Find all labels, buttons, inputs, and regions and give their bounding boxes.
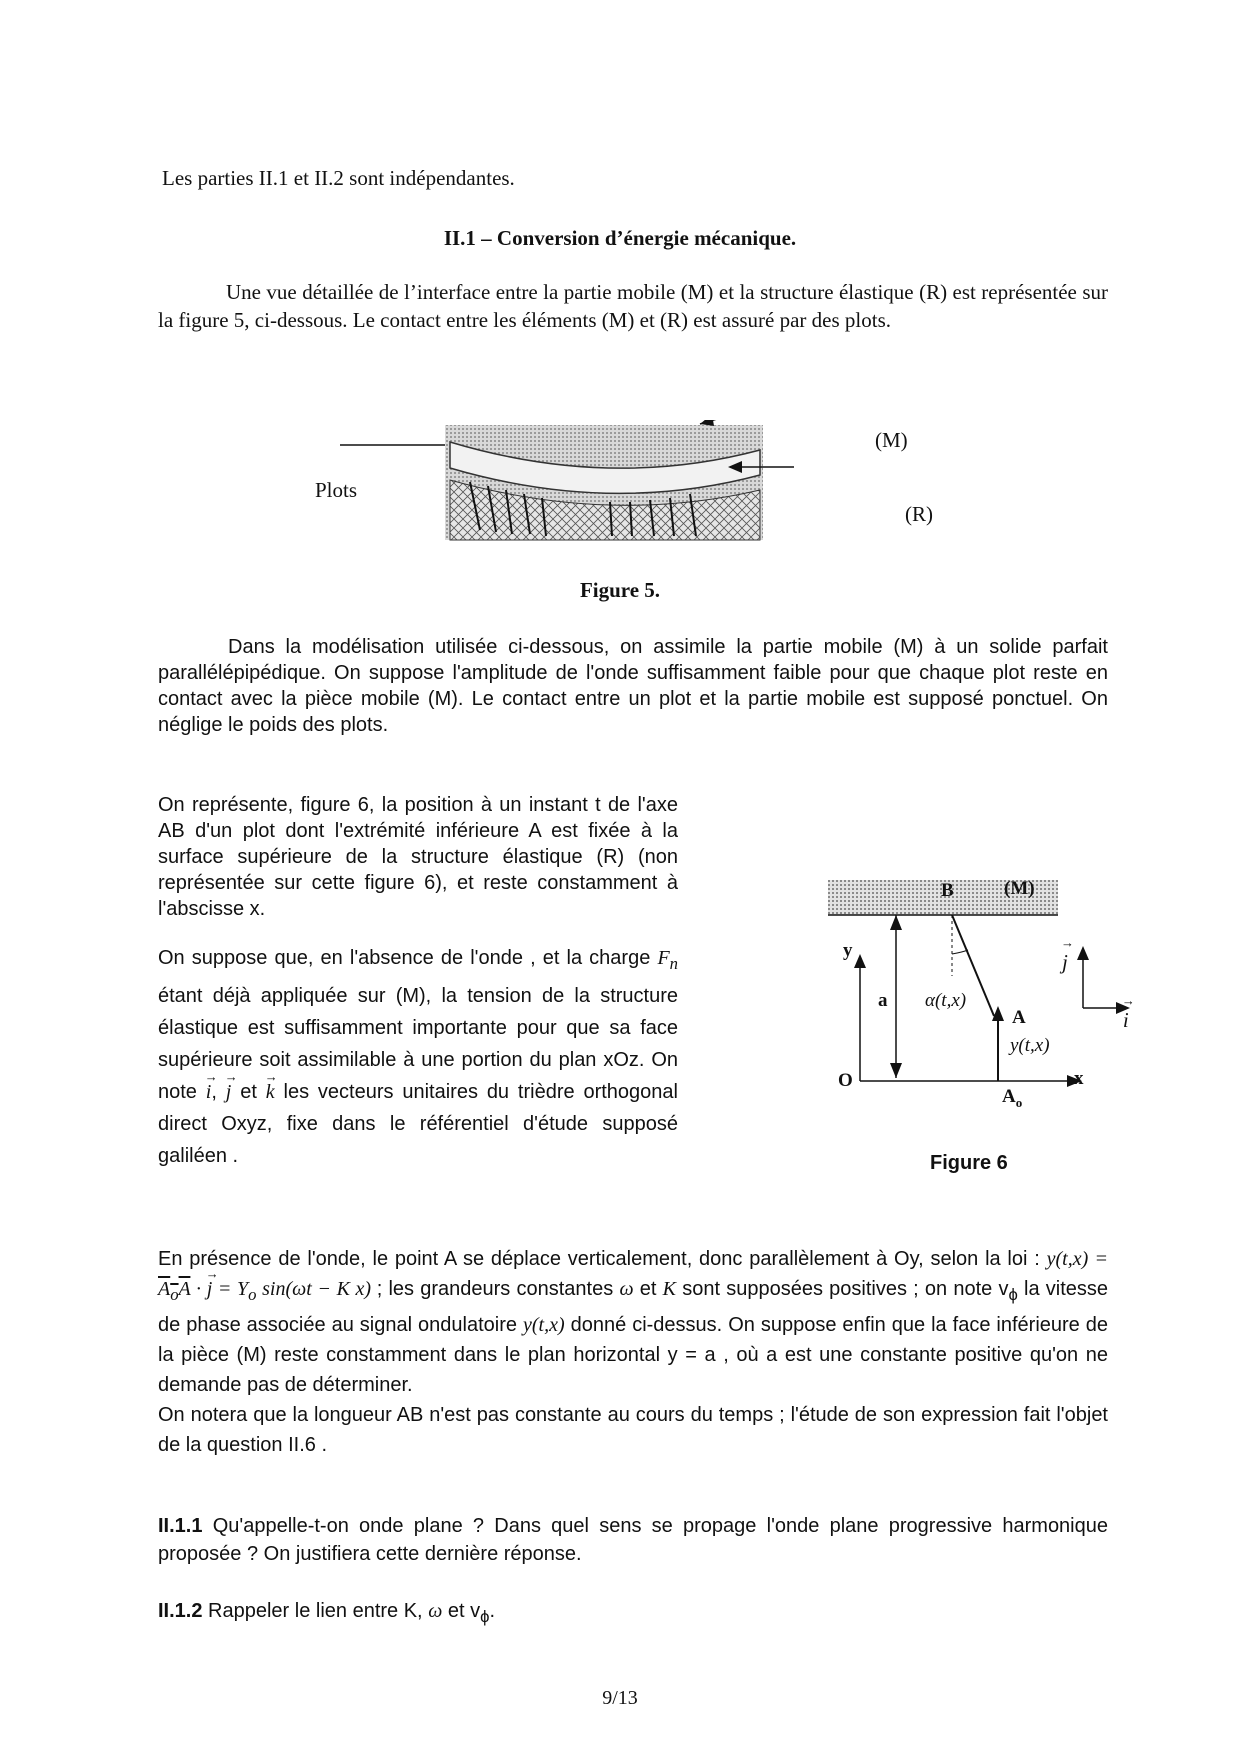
fig6-label-a-length: a (878, 990, 888, 1011)
eq-dot: · (196, 1278, 202, 1300)
question-ii-1-2-phi: ϕ (480, 1607, 490, 1626)
axis-y-arrow-icon (854, 954, 866, 968)
height-a-top-arrow-icon (890, 915, 902, 930)
fig6-label-a0 (1002, 1086, 1022, 1111)
question-ii-1-2-et: et v (447, 1600, 481, 1622)
hyp-text-2: étant déjà appliquée sur (M), la tension de la structure élastique est suffisamment importante pour que sa face supérieure soit assimilable à une portion du plan xOz. On note (158, 985, 678, 1103)
figure-5-image (310, 420, 960, 570)
eq-sine: sin(ωt − K x) (262, 1278, 372, 1300)
fig6-label-b: B (941, 880, 954, 901)
question-ii-1-1-number: II.1.1 (158, 1515, 203, 1537)
eq-vector-a0a (158, 1278, 191, 1304)
eq-lhs: y(t,x) = (1046, 1248, 1108, 1270)
vector-k: → k (266, 1076, 275, 1108)
fig6-label-y: y (843, 940, 853, 961)
figure-6-diagram (820, 868, 1170, 1118)
fig6-label-vector-j: → j (1062, 950, 1068, 975)
charge-fn (657, 947, 678, 973)
onde-text-6: On notera que la longueur AB n'est pas constante au cours du temps ; l'étude de son expression fait l'objet de la question II.6 . (158, 1404, 1108, 1456)
paragraph-hypotheses (158, 942, 678, 1172)
section-title: II.1 – Conversion d’énergie mécanique. (443, 226, 797, 250)
onde-et: et (639, 1278, 657, 1300)
eq-amplitude-sub: o (248, 1285, 257, 1304)
paragraph-interface (158, 278, 1108, 334)
figure-5-label-plots: Plots (315, 478, 358, 502)
question-ii-1-1 (158, 1512, 1108, 1568)
fig6-label-ytx: y(t,x) (1010, 1035, 1050, 1056)
angle-arc (952, 950, 968, 954)
eq-vec-a0-sub: o (170, 1285, 179, 1304)
symbol-omega: ω (619, 1278, 634, 1300)
figure-5-label-m: (M) (875, 428, 908, 452)
onde-text-4: la vitesse de phase associée au signal ondulatoire (158, 1278, 1109, 1336)
question-ii-1-2-omega: ω (428, 1600, 443, 1622)
symbol-phi: ϕ (1008, 1285, 1018, 1304)
question-ii-1-2 (158, 1600, 1108, 1627)
fig6-label-alpha: α(t,x) (925, 990, 967, 1011)
eq-vec-a: A (178, 1278, 191, 1300)
symbol-k: K (662, 1278, 676, 1300)
onde-text-5: donné ci-dessus. On suppose enfin que la face inférieure de la pièce (M) reste constamment dans le plan horizontal y = a , où a est une constante positive qu'on ne demande pas de déterminer. (158, 1314, 1109, 1396)
intro-line: Les parties II.1 et II.2 sont indépendantes. (162, 166, 515, 190)
paragraph-interface-text: Une vue détaillée de l’interface entre la partie mobile (M) et la structure élastique (R) est représentée sur la figure 5, ci-dessous. Le contact entre les éléments (M) et (R) est assuré par des plots. (158, 280, 1108, 332)
charge-fn-sub: n (669, 954, 678, 973)
eq-amplitude (237, 1278, 257, 1304)
eq-equals: = (217, 1278, 232, 1300)
fig6-label-vector-i: → i (1123, 1008, 1129, 1033)
hyp-text-3: les vecteurs unitaires du trièdre orthogonal direct Oxyz, fixe dans le référentiel d'étude supposé galiléen . (158, 1081, 678, 1167)
figure-6-caption: Figure 6 (930, 1152, 1008, 1174)
fig6-label-o: O (838, 1070, 853, 1091)
question-ii-1-2-end: . (489, 1600, 496, 1622)
paragraph-onde (158, 1244, 1108, 1460)
paragraph-modelisation-text: Dans la modélisation utilisée ci-dessous, on assimile la partie mobile (M) à un solide parfait parallélépipédique. On suppose l'amplitude de l'onde suffisamment faible pour que chaque plot reste en contact avec la pièce mobile (M). Le contact entre un plot et la partie mobile est supposé ponctuel. On néglige le poids des plots. (158, 636, 1108, 736)
paragraph-modelisation (158, 634, 1108, 738)
symbol-ytx: y(t,x) (522, 1314, 565, 1336)
fig6-label-m: (M) (1004, 878, 1035, 899)
onde-text-1: En présence de l'onde, le point A se déplace verticalement, donc parallèlement à Oy, selon la loi : (158, 1248, 1040, 1270)
onde-text-2: ; les grandeurs constantes (376, 1278, 614, 1300)
fig6-label-a0-letter: A (1002, 1086, 1016, 1107)
onde-text-3: sont supposées positives ; on note v (682, 1278, 1009, 1300)
eq-vector-j: → j (207, 1274, 213, 1304)
height-a-bottom-arrow-icon (890, 1063, 902, 1078)
figure-5-caption: Figure 5. (579, 578, 661, 602)
fig6-label-x: x (1074, 1068, 1084, 1089)
question-ii-1-2-text: Rappeler le lien entre K, (208, 1600, 423, 1622)
figure-5-label-r: (R) (905, 502, 933, 526)
unit-vector-j-arrow-icon (1077, 946, 1089, 960)
hyp-et: et (240, 1081, 257, 1103)
question-ii-1-1-text: Qu'appelle-t-on onde plane ? Dans quel sens se propage l'onde plane progressive harmonique proposée ? On justifiera cette dernière réponse. (158, 1515, 1108, 1565)
question-ii-1-2-number: II.1.2 (158, 1600, 203, 1622)
charge-fn-symbol: F (657, 947, 670, 969)
eq-vec-a0: A (158, 1278, 171, 1300)
hyp-text-1: On suppose que, en l'absence de l'onde , et la charge (158, 947, 651, 969)
fig6-label-a0-sub: o (1015, 1094, 1023, 1110)
paragraph-figure-6-description: On représente, figure 6, la position à un instant t de l'axe AB d'un plot dont l'extrémité inférieure A est fixée à la surface supérieure de la structure élastique (R) (non représentée sur cette figure 6), et reste constamment à l'abscisse x. (158, 794, 678, 920)
eq-amplitude-y: Y (237, 1278, 249, 1300)
vector-i: → i (206, 1076, 212, 1108)
page-number: 9/13 (602, 1687, 638, 1709)
fig6-label-a-point: A (1012, 1007, 1026, 1028)
vector-j: → j (226, 1076, 232, 1108)
hyp-comma: , (211, 1081, 217, 1103)
